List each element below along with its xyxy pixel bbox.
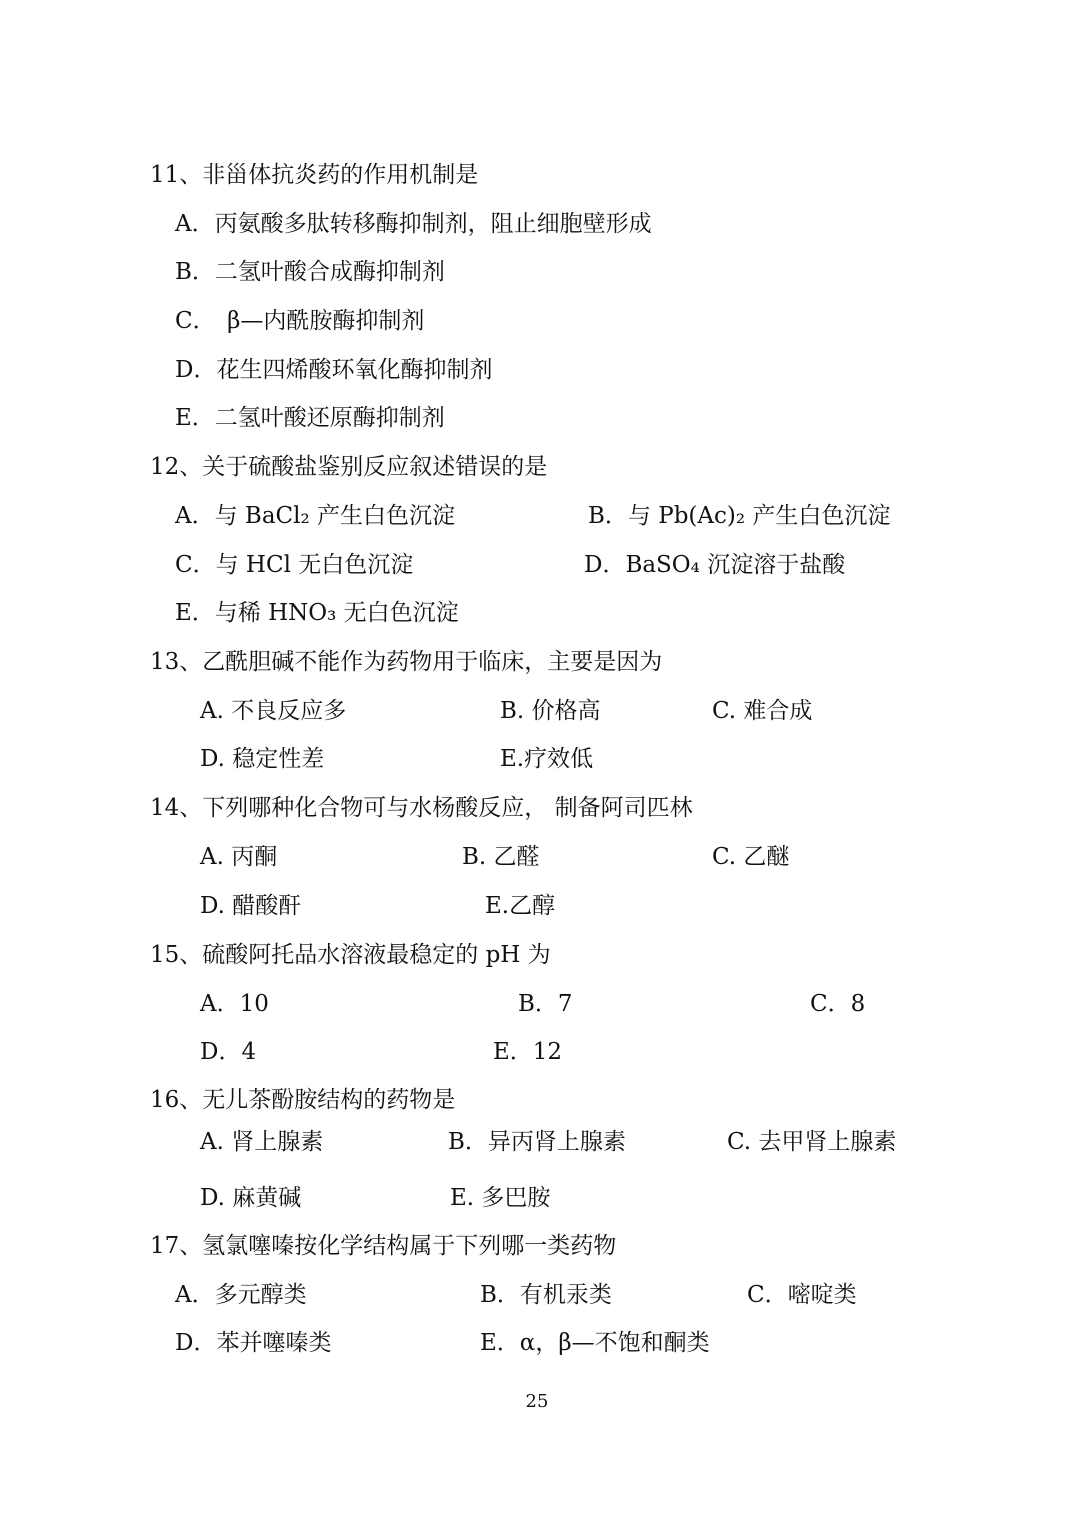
question-11-stem: 11、非甾体抗炎药的作用机制是	[150, 162, 479, 188]
question-12-stem: 12、关于硫酸盐鉴别反应叙述错误的是	[150, 454, 548, 480]
question-15-option-a: A．10	[200, 991, 269, 1017]
question-17-option-e: E．α，β—不饱和酮类	[480, 1330, 710, 1356]
question-12-option-a: A．与 BaCl₂ 产生白色沉淀	[175, 503, 456, 529]
question-13-stem: 13、乙酰胆碱不能作为药物用于临床，主要是因为	[150, 649, 663, 675]
question-12-option-d: D．BaSO₄ 沉淀溶于盐酸	[584, 552, 846, 578]
question-15-option-e: E．12	[493, 1039, 563, 1065]
question-15-option-c: C．8	[810, 991, 866, 1017]
question-16-option-c: C. 去甲肾上腺素	[727, 1129, 897, 1155]
question-16-stem: 16、无儿茶酚胺结构的药物是	[150, 1087, 456, 1113]
question-16-option-a: A. 肾上腺素	[200, 1129, 324, 1155]
question-17-option-d: D．苯并噻嗪类	[175, 1330, 332, 1356]
question-11-option-d: D．花生四烯酸环氧化酶抑制剂	[175, 357, 493, 383]
question-14-option-d: D. 醋酸酐	[200, 893, 302, 919]
question-16-option-b: B．异丙肾上腺素	[448, 1129, 626, 1155]
question-17-stem: 17、氢氯噻嗪按化学结构属于下列哪一类药物	[150, 1233, 617, 1259]
question-13-option-c: C. 难合成	[712, 698, 813, 724]
question-17-option-a: A．多元醇类	[175, 1282, 307, 1308]
question-11-option-b: B．二氢叶酸合成酶抑制剂	[175, 259, 445, 285]
question-14-option-b: B. 乙醛	[462, 844, 540, 870]
question-13-option-e: E.疗效低	[500, 746, 594, 772]
question-17-option-c: C．嘧啶类	[747, 1282, 857, 1308]
question-16-option-e: E. 多巴胺	[450, 1185, 551, 1211]
question-12-option-b: B．与 Pb(Ac)₂ 产生白色沉淀	[588, 503, 891, 529]
question-12-option-c: C．与 HCl 无白色沉淀	[175, 552, 414, 578]
question-13-option-d: D. 稳定性差	[200, 746, 325, 772]
question-17-option-b: B．有机汞类	[480, 1282, 612, 1308]
question-15-option-b: B．7	[518, 991, 573, 1017]
question-15-option-d: D．4	[200, 1039, 257, 1065]
question-11-option-e: E．二氢叶酸还原酶抑制剂	[175, 405, 445, 431]
question-14-option-e: E.乙醇	[485, 893, 556, 919]
page-number: 25	[525, 1391, 549, 1412]
question-14-option-a: A. 丙酮	[200, 844, 278, 870]
question-15-stem: 15、硫酸阿托品水溶液最稳定的 pH 为	[150, 942, 551, 968]
question-11-option-c: C． β—内酰胺酶抑制剂	[175, 308, 425, 334]
question-12-option-e: E．与稀 HNO₃ 无白色沉淀	[175, 600, 459, 626]
question-14-stem: 14、下列哪种化合物可与水杨酸反应， 制备阿司匹林	[150, 795, 693, 821]
question-11-option-a: A．丙氨酸多肽转移酶抑制剂，阻止细胞壁形成	[175, 211, 652, 237]
question-13-option-b: B. 价格高	[500, 698, 601, 724]
question-13-option-a: A. 不良反应多	[200, 698, 347, 724]
question-16-option-d: D. 麻黄碱	[200, 1185, 302, 1211]
question-14-option-c: C. 乙醚	[712, 844, 790, 870]
